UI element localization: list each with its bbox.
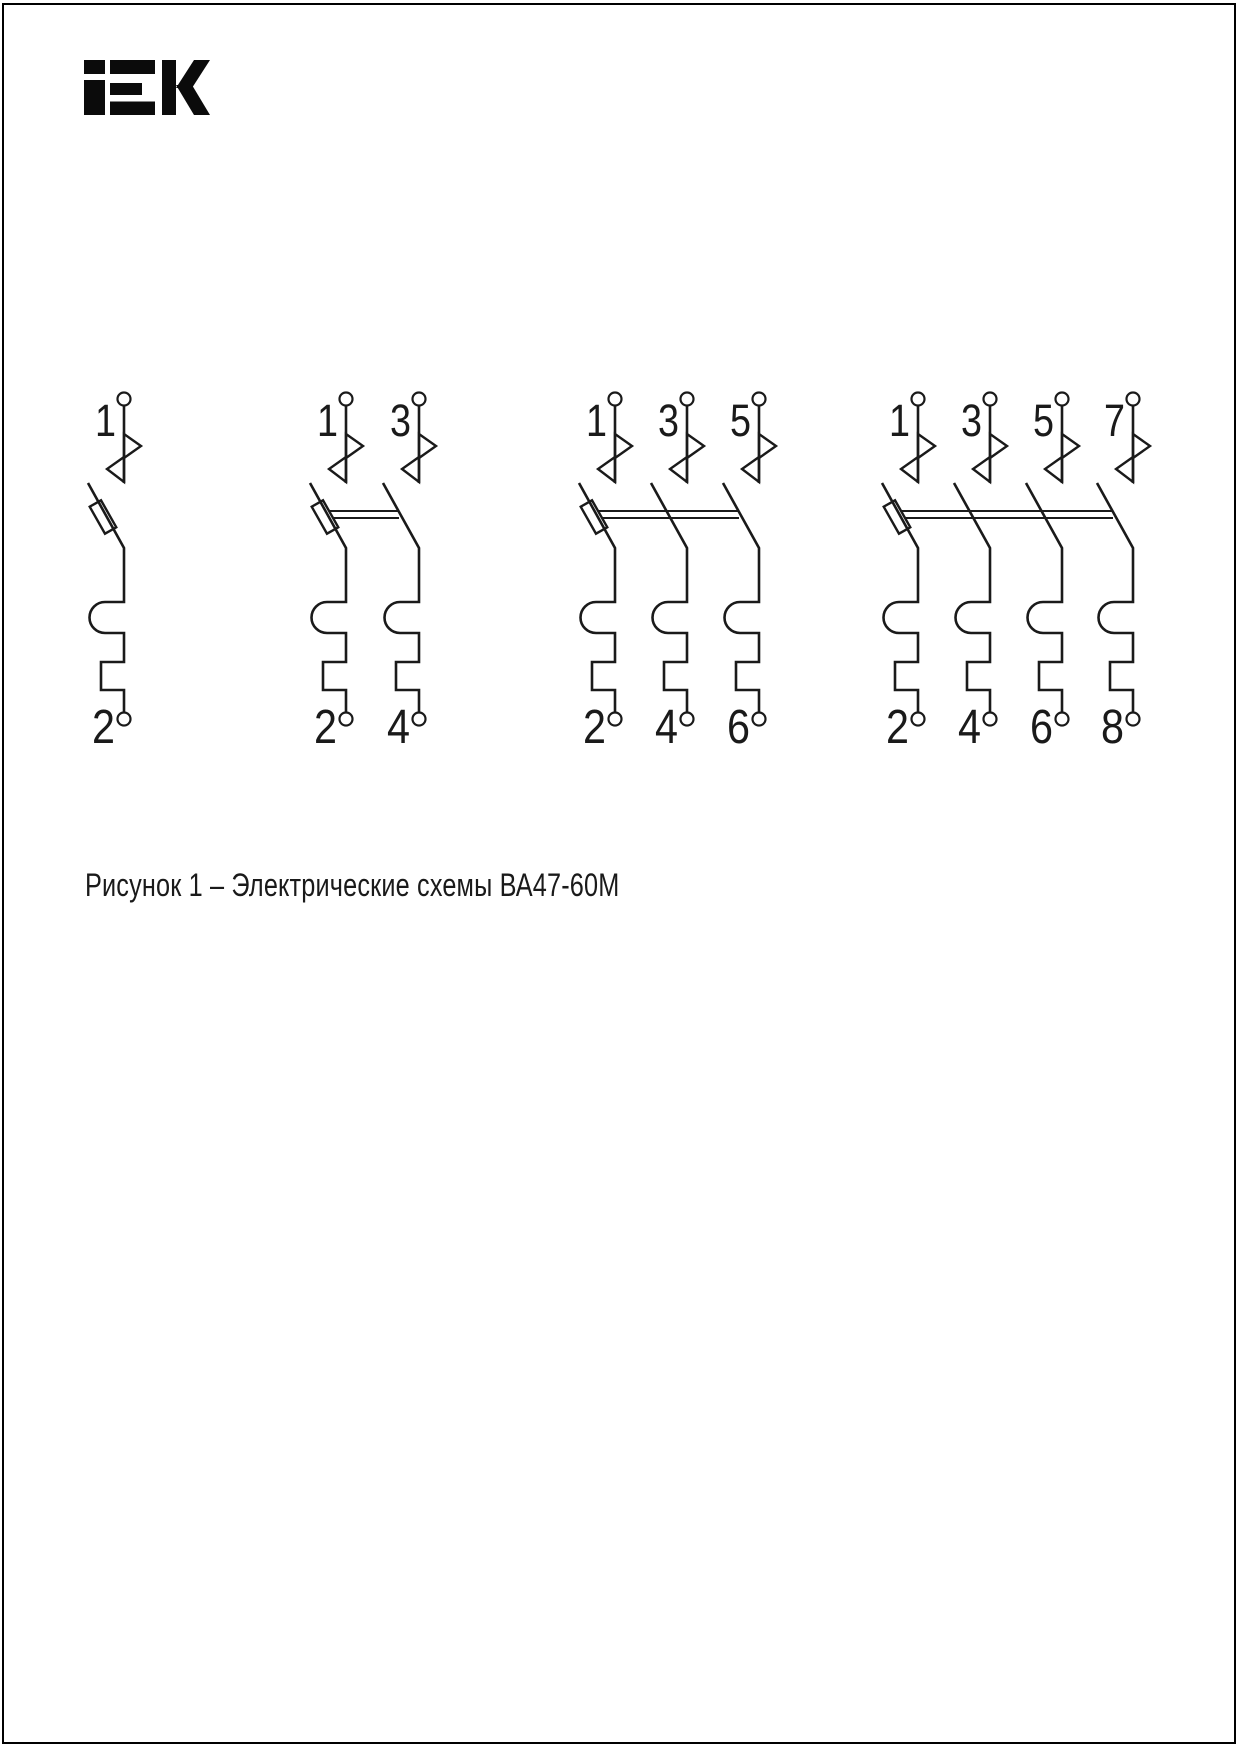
terminal-number-top: 1 bbox=[889, 395, 910, 446]
pole-body-path bbox=[88, 483, 124, 713]
terminal-circle-bottom bbox=[413, 713, 426, 726]
terminal-number-bottom: 4 bbox=[387, 701, 410, 754]
terminal-circle-bottom bbox=[609, 713, 622, 726]
terminal-number-bottom: 2 bbox=[583, 701, 606, 754]
pole-1 bbox=[88, 393, 141, 755]
terminal-circle-bottom bbox=[1127, 713, 1140, 726]
breaker-arrow-upper bbox=[419, 434, 436, 458]
terminal-circle-bottom bbox=[118, 713, 131, 726]
terminal-circle-top bbox=[984, 393, 997, 406]
figure-caption: Рисунок 1 – Электрические схемы ВА47-60М bbox=[85, 867, 620, 903]
breaker-arrow-lower bbox=[670, 457, 687, 482]
terminal-circle-bottom bbox=[1056, 713, 1069, 726]
terminal-circle-top bbox=[1127, 393, 1140, 406]
terminal-circle-top bbox=[1056, 393, 1069, 406]
pole-3 bbox=[1026, 393, 1079, 755]
terminal-number-top: 3 bbox=[961, 395, 982, 446]
schematic-3pole bbox=[579, 393, 776, 755]
breaker-arrow-lower bbox=[329, 457, 346, 482]
pole-1 bbox=[579, 393, 632, 755]
terminal-number-bottom: 2 bbox=[314, 701, 337, 754]
breaker-arrow-upper bbox=[615, 434, 632, 458]
terminal-number-top: 3 bbox=[658, 395, 679, 446]
pole-2 bbox=[954, 393, 1007, 755]
terminal-circle-top bbox=[753, 393, 766, 406]
breaker-arrow-lower bbox=[402, 457, 419, 482]
breaker-arrow-upper bbox=[918, 434, 935, 458]
terminal-circle-bottom bbox=[753, 713, 766, 726]
terminal-circle-bottom bbox=[984, 713, 997, 726]
pole-3 bbox=[723, 393, 776, 755]
terminal-number-top: 1 bbox=[317, 395, 338, 446]
breaker-arrow-lower bbox=[1116, 457, 1133, 482]
breaker-arrow-upper bbox=[1062, 434, 1079, 458]
breaker-arrow-upper bbox=[346, 434, 363, 458]
breaker-arrow-lower bbox=[901, 457, 918, 482]
terminal-circle-top bbox=[118, 393, 131, 406]
terminal-number-bottom: 6 bbox=[727, 701, 750, 754]
terminal-number-bottom: 4 bbox=[958, 701, 981, 754]
pole-2 bbox=[383, 393, 436, 755]
terminal-number-bottom: 8 bbox=[1101, 701, 1124, 754]
breaker-arrow-upper bbox=[990, 434, 1007, 458]
terminal-number-top: 5 bbox=[730, 395, 751, 446]
terminal-circle-top bbox=[681, 393, 694, 406]
terminal-number-top: 3 bbox=[390, 395, 411, 446]
terminal-circle-bottom bbox=[681, 713, 694, 726]
terminal-circle-top bbox=[340, 393, 353, 406]
terminal-number-top: 5 bbox=[1033, 395, 1054, 446]
terminal-circle-top bbox=[609, 393, 622, 406]
breaker-arrow-upper bbox=[124, 434, 141, 458]
terminal-number-bottom: 2 bbox=[886, 701, 909, 754]
terminal-circle-bottom bbox=[340, 713, 353, 726]
schematic-4pole bbox=[882, 393, 1150, 755]
breaker-arrow-lower bbox=[107, 457, 124, 482]
terminal-number-bottom: 2 bbox=[92, 701, 115, 754]
breaker-arrow-lower bbox=[598, 457, 615, 482]
pole-4 bbox=[1097, 393, 1150, 755]
terminal-number-top: 7 bbox=[1104, 395, 1125, 446]
terminal-circle-bottom bbox=[912, 713, 925, 726]
terminal-number-bottom: 6 bbox=[1030, 701, 1053, 754]
terminal-number-top: 1 bbox=[586, 395, 607, 446]
breaker-arrow-upper bbox=[687, 434, 704, 458]
pole-2 bbox=[651, 393, 704, 755]
terminal-circle-top bbox=[413, 393, 426, 406]
breaker-arrow-lower bbox=[742, 457, 759, 482]
schematic-1pole bbox=[88, 393, 141, 755]
pole-1 bbox=[882, 393, 935, 755]
breaker-arrow-upper bbox=[1133, 434, 1150, 458]
terminal-number-bottom: 4 bbox=[655, 701, 678, 754]
pole-1 bbox=[310, 393, 363, 755]
schematic-2pole bbox=[310, 393, 436, 755]
terminal-number-top: 1 bbox=[95, 395, 116, 446]
breaker-arrow-lower bbox=[1045, 457, 1062, 482]
breaker-arrow-upper bbox=[759, 434, 776, 458]
terminal-circle-top bbox=[912, 393, 925, 406]
breaker-arrow-lower bbox=[973, 457, 990, 482]
